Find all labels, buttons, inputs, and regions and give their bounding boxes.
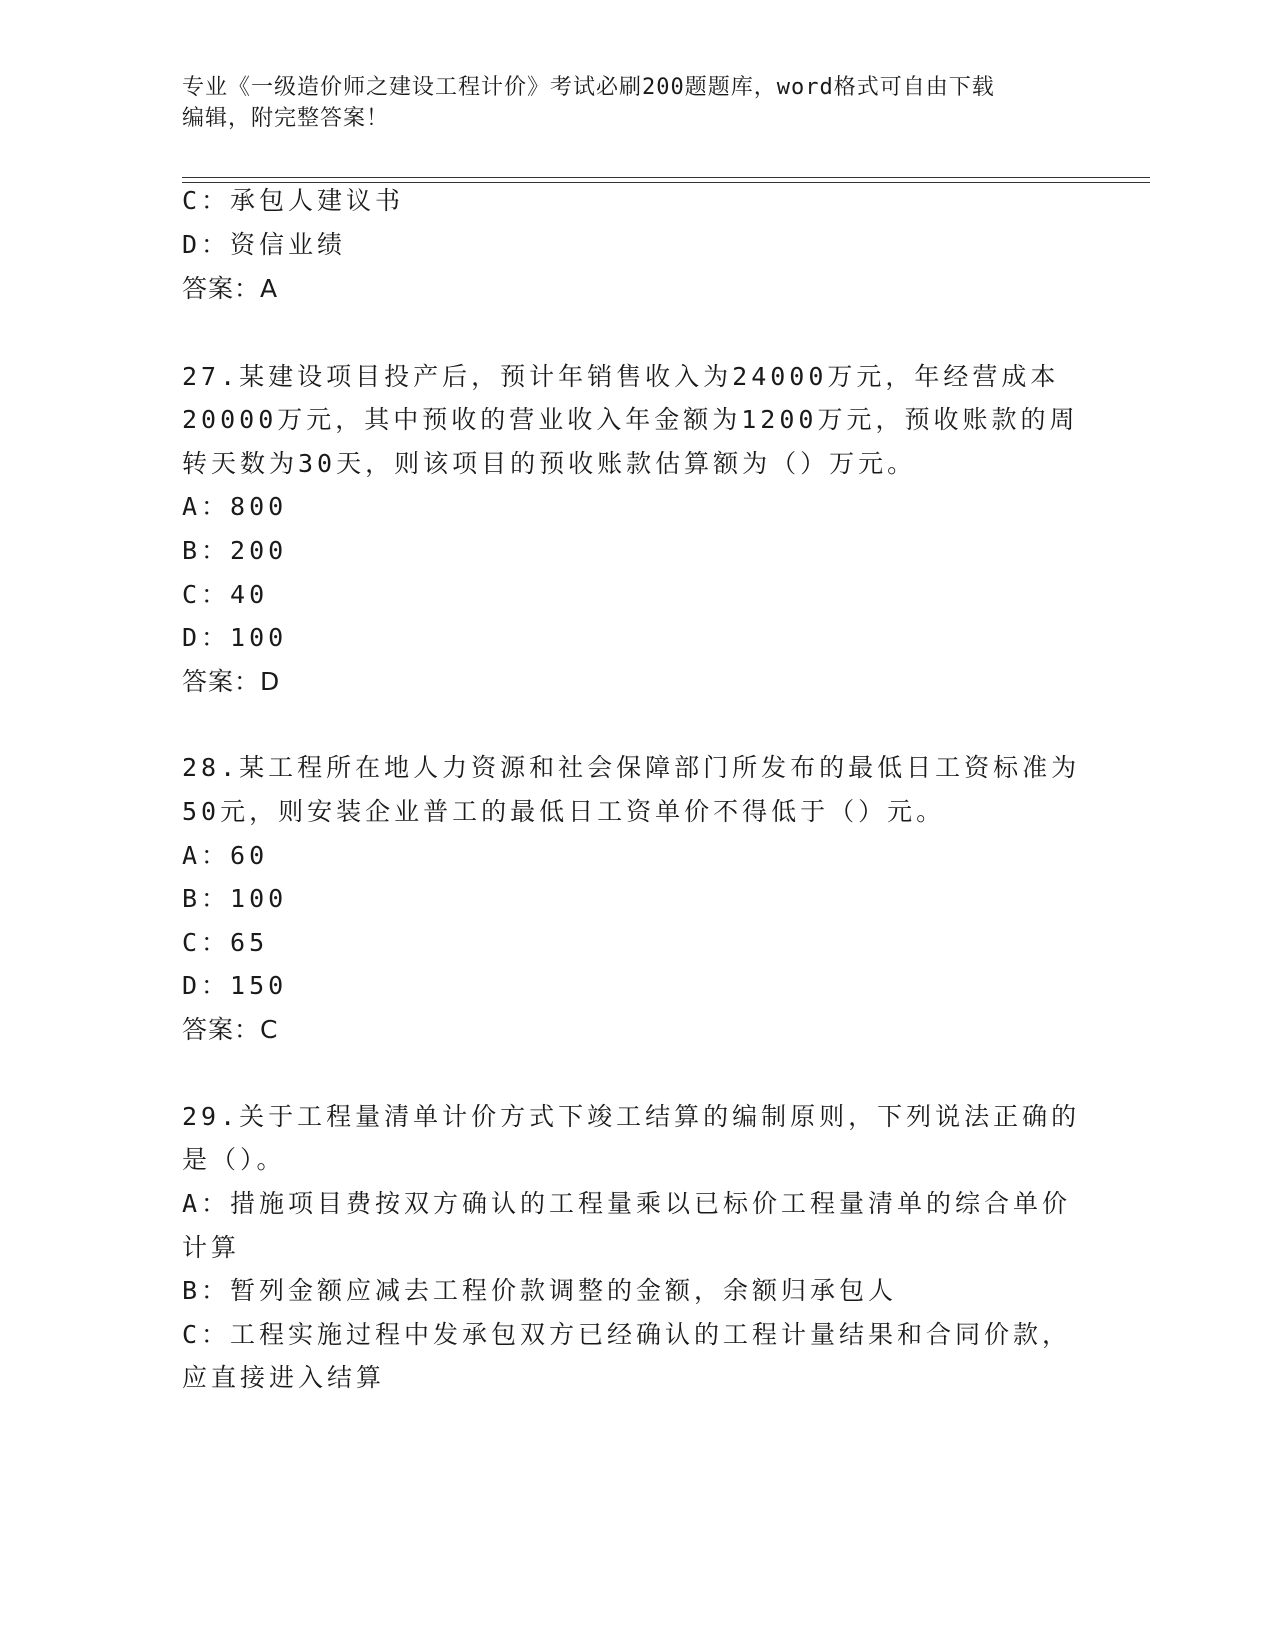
- q27-stem-line-1: 27.某建设项目投产后，预计年销售收入为24000万元，年经营成本: [182, 362, 1060, 391]
- header-divider: [182, 177, 1150, 183]
- q27-option-b: B：200: [182, 536, 288, 565]
- q29-option-b: B：暂列金额应减去工程价款调整的金额，余额归承包人: [182, 1276, 898, 1305]
- q29-stem-line-1: 29.关于工程量清单计价方式下竣工结算的编制原则，下列说法正确的: [182, 1102, 1081, 1131]
- header-title-line-1: 专业《一级造价师之建设工程计价》考试必刷200题题库，word格式可自由下载: [182, 75, 995, 100]
- q26-option-d: D：资信业绩: [182, 230, 347, 259]
- q28-stem-line-1: 28.某工程所在地人力资源和社会保障部门所发布的最低日工资标准为: [182, 753, 1081, 782]
- q29-option-a-line-2: 计算: [182, 1233, 241, 1262]
- q29-stem-line-2: 是（）。: [182, 1145, 286, 1174]
- q27-stem-line-3: 转天数为30天，则该项目的预收账款估算额为（）万元。: [182, 449, 917, 478]
- q26-answer: 答案：A: [182, 274, 279, 303]
- q28-option-d: D：150: [182, 971, 288, 1000]
- q27-option-c: C：40: [182, 580, 269, 609]
- q28-option-c: C：65: [182, 928, 269, 957]
- q27-answer: 答案：D: [182, 667, 281, 696]
- q27-option-a: A：800: [182, 492, 288, 521]
- q29-option-c-line-2: 应直接进入结算: [182, 1363, 386, 1392]
- q28-stem-line-2: 50元，则安装企业普工的最低日工资单价不得低于（）元。: [182, 797, 946, 826]
- q28-option-a: A：60: [182, 841, 269, 870]
- q28-answer: 答案：C: [182, 1015, 279, 1044]
- q29-option-a-line-1: A：措施项目费按双方确认的工程量乘以已标价工程量清单的综合单价: [182, 1189, 1072, 1218]
- q27-stem-line-2: 20000万元，其中预收的营业收入年金额为1200万元，预收账款的周: [182, 405, 1079, 434]
- q29-option-c-line-1: C：工程实施过程中发承包双方已经确认的工程计量结果和合同价款，: [182, 1320, 1072, 1349]
- q27-option-d: D：100: [182, 623, 288, 652]
- q28-option-b: B：100: [182, 884, 288, 913]
- page-header: [182, 72, 1062, 134]
- header-title-line-2: 编辑，附完整答案！: [182, 106, 390, 131]
- q26-option-c: C：承包人建议书: [182, 186, 405, 215]
